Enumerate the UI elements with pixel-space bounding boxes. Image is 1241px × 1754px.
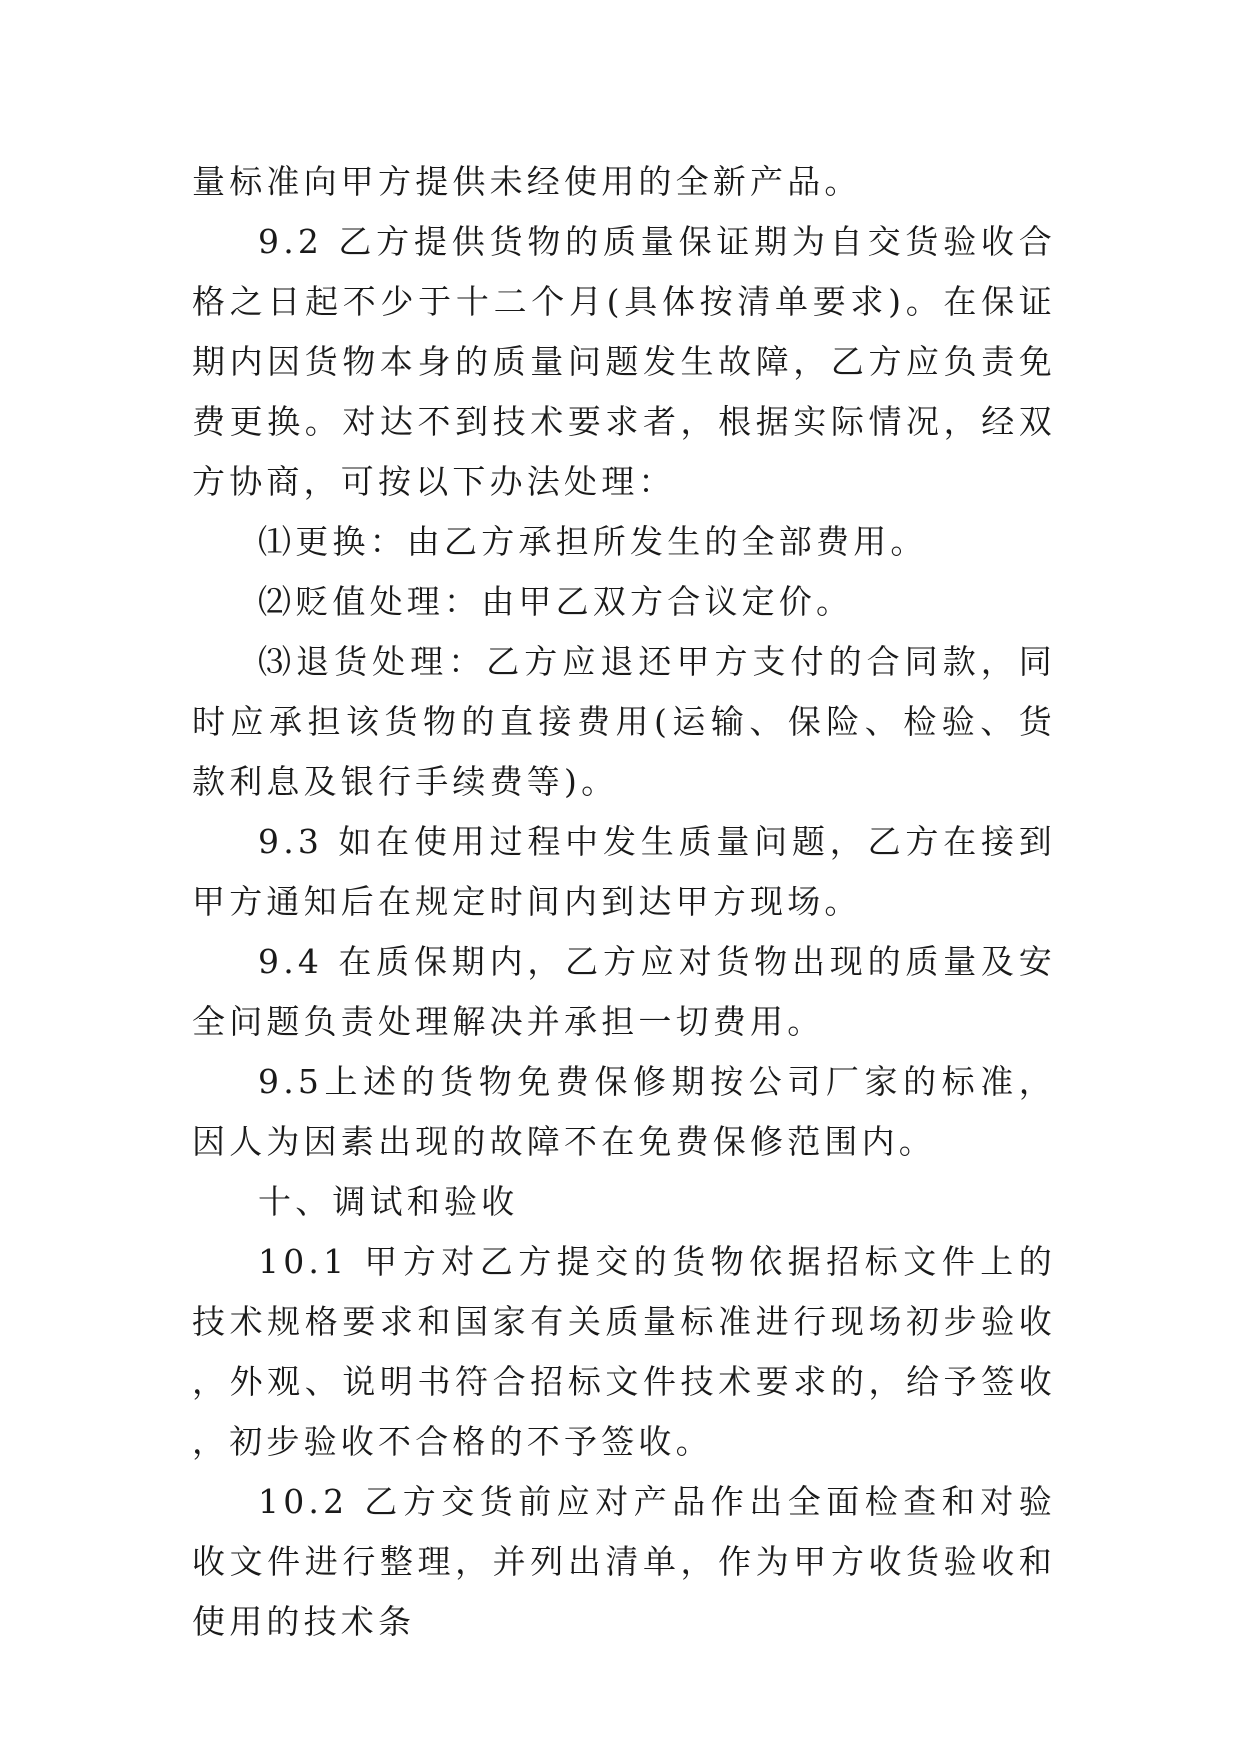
paragraph-9-4: 9.4 在质保期内，乙方应对货物出现的质量及安全问题负责处理解决并承担一切费用。 — [192, 942, 1056, 1041]
paragraph-9-3: 9.3 如在使用过程中发生质量问题，乙方在接到甲方通知后在规定时间内到达甲方现场。 — [192, 822, 1056, 921]
paragraph-10-1: 10.1 甲方对乙方提交的货物依据招标文件上的技术规格要求和国家有关质量标准进行现场初步验收，外观、说明书符合招标文件技术要求的，给予签收，初步验收不合格的不予签收。 — [192, 1242, 1056, 1461]
paragraph-continuation: 量标准向甲方提供未经使用的全新产品。 — [192, 162, 862, 201]
document-body — [192, 152, 1056, 1652]
paragraph-item-2: ⑵贬值处理：由甲乙双方合议定价。 — [258, 582, 854, 621]
paragraph-9-2: 9.2 乙方提供货物的质量保证期为自交货验收合格之日起不少于十二个月(具体按清单要求)。在保证期内因货物本身的质量问题发生故障，乙方应负责免费更换。对达不到技术要求者，根据实际情况，经双方协商，可按以下办法处理： — [192, 222, 1056, 501]
paragraph-item-3: ⑶退货处理：乙方应退还甲方支付的合同款，同时应承担该货物的直接费用(运输、保险、检验、货款利息及银行手续费等)。 — [192, 642, 1056, 801]
paragraph-item-1: ⑴更换：由乙方承担所发生的全部费用。 — [258, 522, 928, 561]
paragraph-9-5: 9.5上述的货物免费保修期按公司厂家的标准，因人为因素出现的故障不在免费保修范围内。 — [192, 1062, 1056, 1161]
paragraph-10-2: 10.2 乙方交货前应对产品作出全面检查和对验收文件进行整理，并列出清单，作为甲方收货验收和使用的技术条 — [192, 1482, 1056, 1641]
section-heading-10: 十、调试和验收 — [258, 1182, 519, 1221]
